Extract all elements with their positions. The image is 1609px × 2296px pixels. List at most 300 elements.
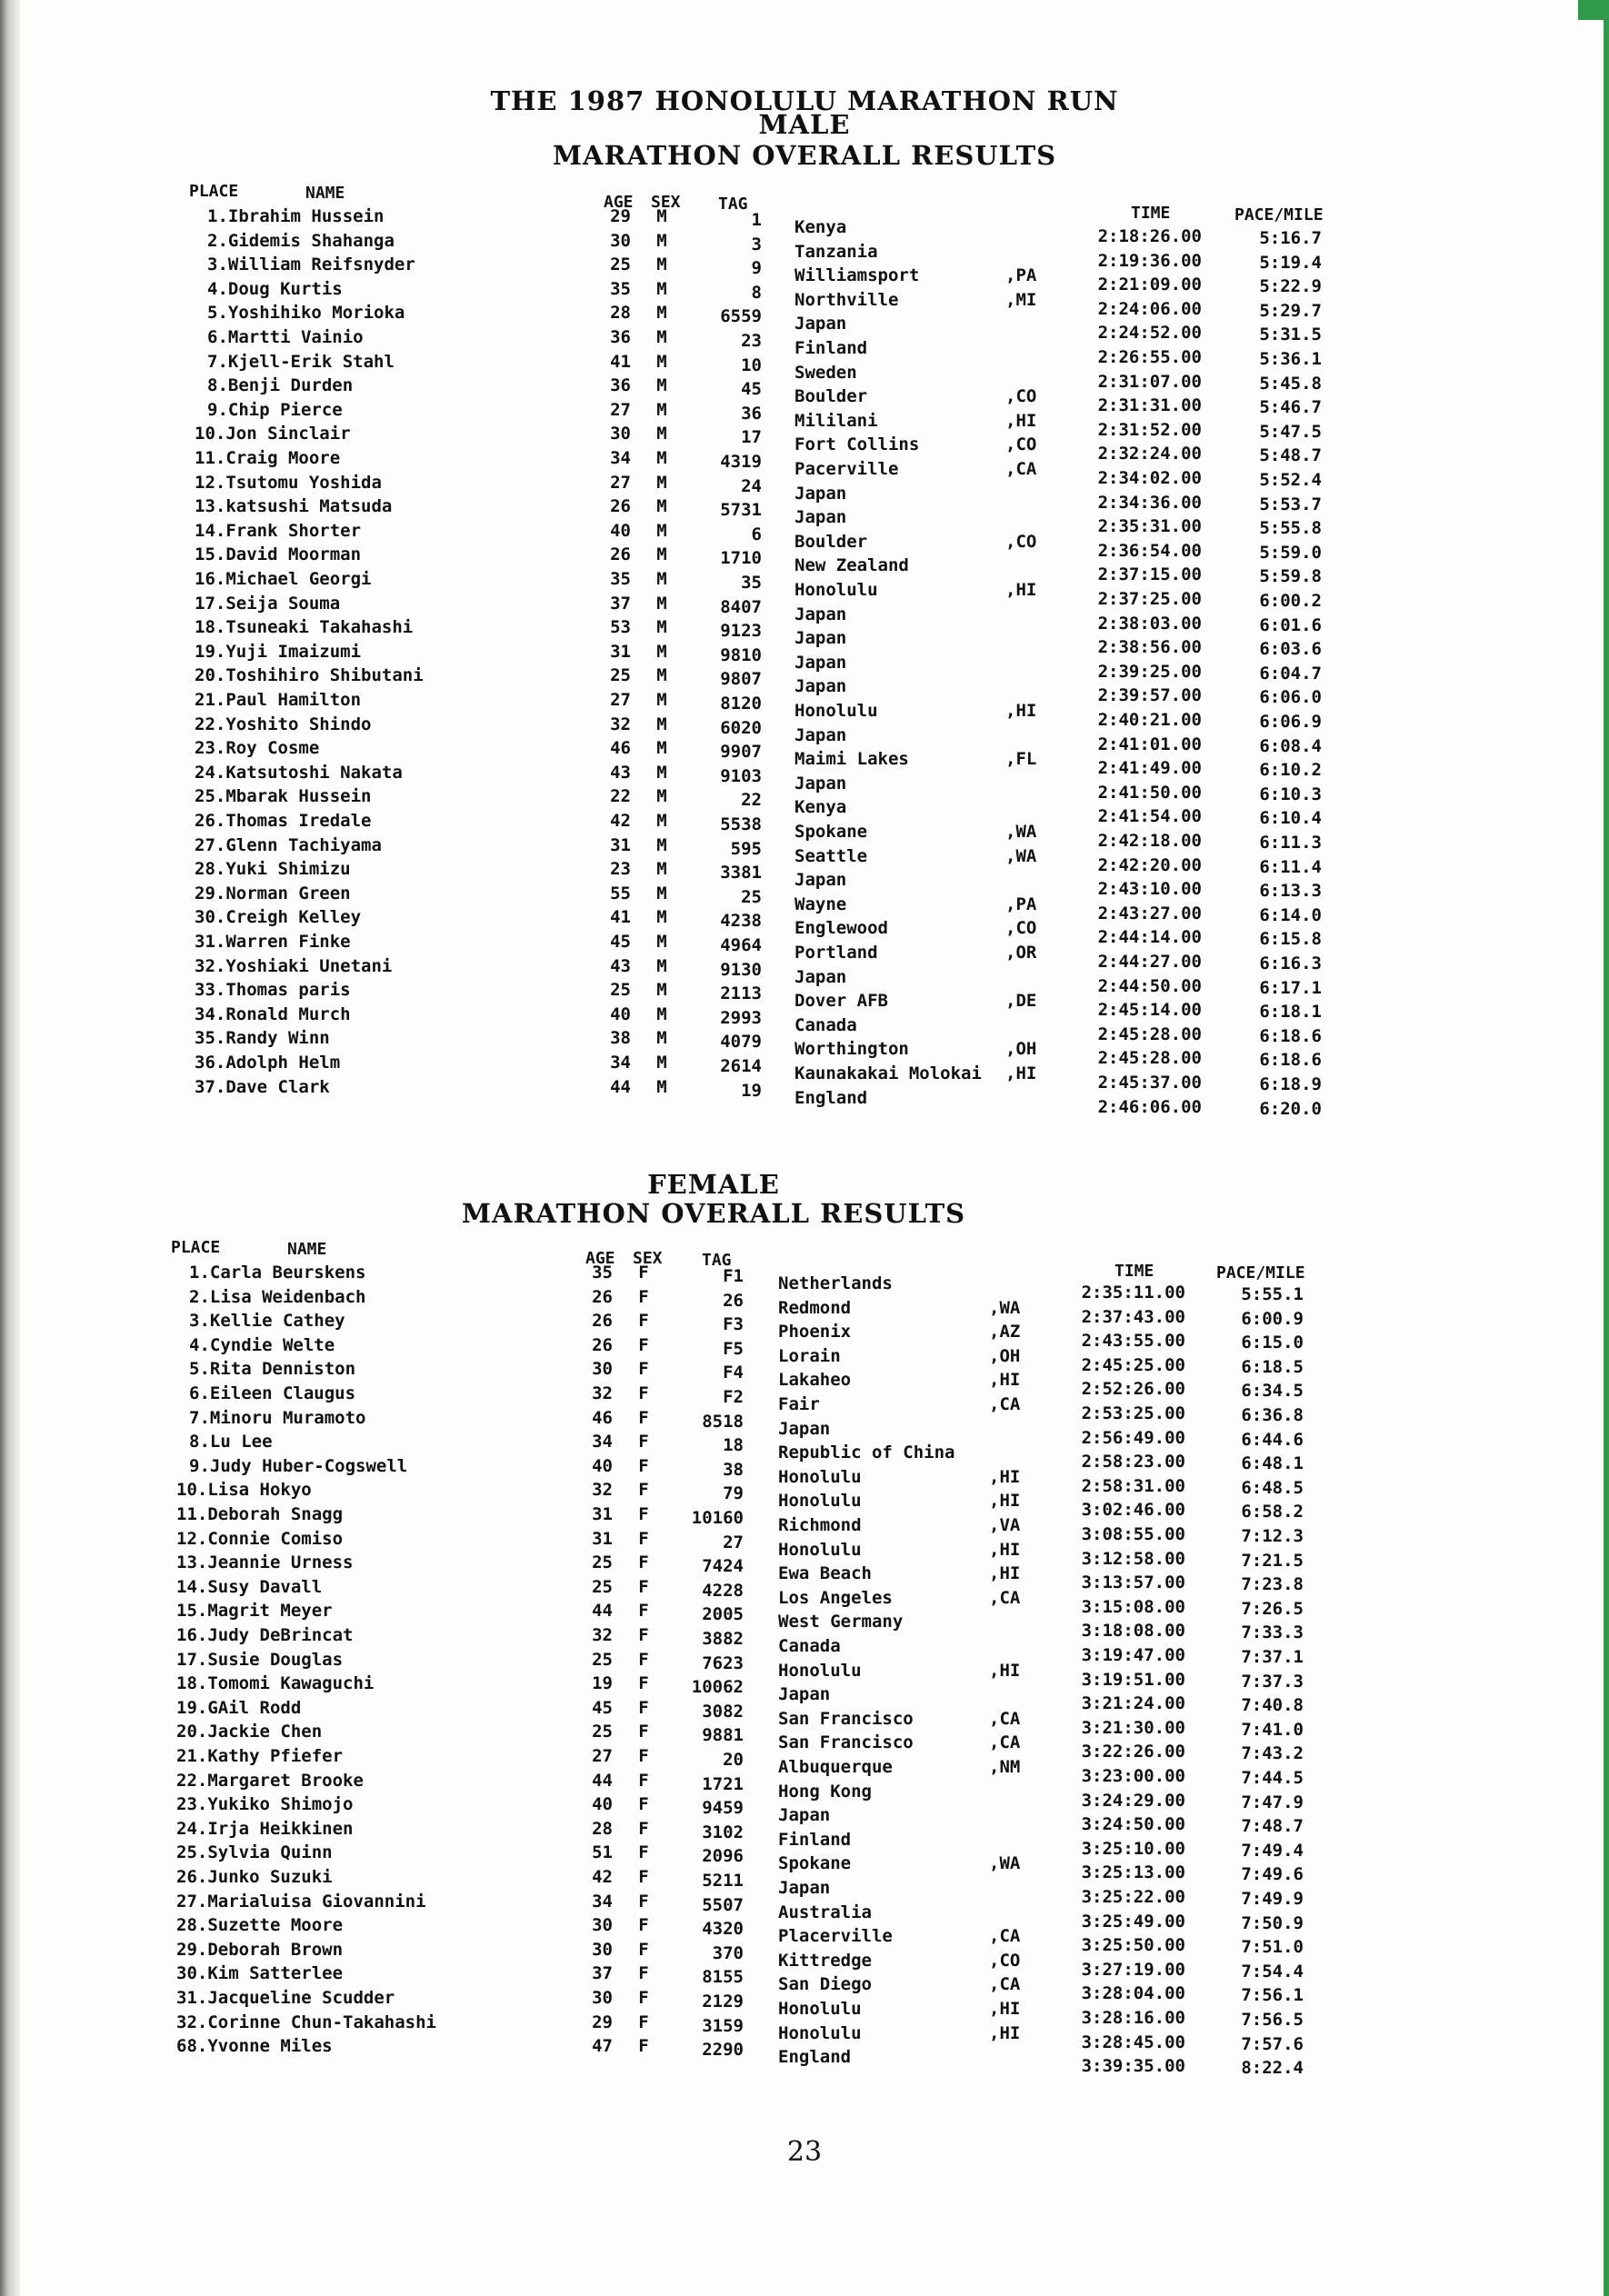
runner-sex: M: [656, 278, 667, 299]
runner-hometown: Canada: [778, 1636, 841, 1656]
runner-hometown: Ewa Beach: [778, 1563, 872, 1584]
runner-sex: F: [638, 1601, 649, 1622]
finish-time: 2:56:49.00: [1081, 1427, 1185, 1448]
pace-per-mile: 7:44.5: [1241, 1768, 1304, 1788]
runner-name: 1.Carla Beurskens: [189, 1263, 366, 1283]
runner-sex: M: [656, 641, 667, 662]
runner-hometown: Los Angeles: [778, 1587, 893, 1608]
finish-time: 2:44:50.00: [1097, 975, 1202, 996]
finish-time: 3:25:49.00: [1081, 1911, 1185, 1932]
finish-time: 2:26:55.00: [1097, 347, 1202, 367]
runner-tag: 19: [741, 1080, 762, 1101]
pace-per-mile: 5:29.7: [1259, 300, 1322, 321]
runner-tag: 6020: [720, 717, 762, 738]
pace-per-mile: 6:11.3: [1259, 833, 1322, 853]
male-sex-header: SEX: [651, 193, 681, 212]
runner-state: ,CO: [989, 1950, 1021, 1971]
runner-sex: F: [638, 1818, 649, 1839]
runner-age: 32: [592, 1480, 613, 1501]
runner-hometown: Netherlands: [778, 1273, 893, 1293]
runner-sex: M: [656, 932, 667, 952]
runner-state: ,HI: [989, 1466, 1021, 1487]
runner-tag: F2: [723, 1387, 744, 1407]
female-age-header: AGE: [585, 1249, 615, 1268]
runner-age: 40: [592, 1794, 613, 1815]
runner-sex: M: [656, 617, 667, 638]
runner-state: ,PA: [1005, 893, 1037, 914]
runner-age: 28: [592, 1818, 613, 1839]
runner-age: 44: [592, 1770, 613, 1791]
runner-sex: F: [638, 1988, 649, 2008]
finish-time: 2:42:18.00: [1097, 831, 1202, 851]
pace-per-mile: 7:23.8: [1241, 1574, 1304, 1595]
finish-time: 2:36:54.00: [1097, 540, 1202, 561]
runner-name: 25.Sylvia Quinn: [176, 1842, 333, 1863]
runner-tag: 79: [723, 1483, 744, 1504]
runner-hometown: Japan: [795, 483, 847, 504]
runner-sex: F: [638, 1649, 649, 1670]
runner-tag: 595: [730, 838, 762, 859]
finish-time: 2:41:50.00: [1097, 782, 1202, 803]
finish-time: 2:34:36.00: [1097, 492, 1202, 513]
pace-per-mile: 5:31.5: [1259, 324, 1322, 345]
runner-hometown: Mililani: [795, 410, 878, 431]
runner-tag: 9: [751, 258, 762, 279]
runner-state: ,CO: [1005, 386, 1037, 407]
pace-per-mile: 6:18.1: [1259, 1002, 1322, 1023]
runner-sex: F: [638, 1891, 649, 1912]
runner-tag: 9459: [702, 1798, 744, 1819]
runner-name: 22.Yoshito Shindo: [195, 714, 372, 734]
runner-state: ,CO: [1005, 531, 1037, 552]
runner-tag: 6: [751, 524, 762, 544]
finish-time: 2:58:31.00: [1081, 1475, 1185, 1496]
runner-hometown: New Zealand: [795, 555, 909, 576]
runner-name: 13.katsushi Matsuda: [195, 496, 393, 517]
finish-time: 2:31:52.00: [1097, 419, 1202, 440]
finish-time: 2:44:14.00: [1097, 927, 1202, 948]
runner-name: 3.William Reifsnyder: [207, 255, 415, 275]
runner-name: 28.Suzette Moore: [176, 1915, 344, 1936]
runner-sex: F: [638, 1334, 649, 1355]
finish-time: 2:19:36.00: [1097, 250, 1202, 271]
runner-sex: M: [656, 351, 667, 372]
runner-sex: F: [638, 1915, 649, 1936]
runner-name: 15.David Moorman: [195, 544, 362, 565]
runner-age: 44: [592, 1601, 613, 1622]
finish-time: 2:24:52.00: [1097, 323, 1202, 344]
runner-name: 30.Creigh Kelley: [195, 907, 362, 928]
runner-name: 20.Toshihiro Shibutani: [195, 665, 424, 686]
runner-age: 45: [592, 1697, 613, 1718]
runner-name: 7.Kjell-Erik Stahl: [207, 351, 395, 372]
pace-per-mile: 7:49.6: [1241, 1864, 1304, 1885]
runner-hometown: Honolulu: [778, 1999, 862, 2019]
runner-tag: 2113: [720, 983, 762, 1004]
pace-per-mile: 6:34.5: [1241, 1381, 1304, 1402]
runner-tag: 2005: [702, 1604, 744, 1625]
finish-time: 2:34:02.00: [1097, 468, 1202, 488]
runner-hometown: Kenya: [795, 217, 847, 237]
finish-time: 2:38:03.00: [1097, 613, 1202, 634]
runner-sex: F: [638, 2011, 649, 2032]
runner-name: 5.Rita Denniston: [189, 1359, 356, 1380]
runner-state: ,HI: [989, 1660, 1021, 1681]
runner-sex: M: [656, 859, 667, 880]
runner-age: 27: [592, 1746, 613, 1766]
runner-sex: F: [638, 1286, 649, 1307]
finish-time: 2:52:26.00: [1081, 1379, 1185, 1400]
runner-name: 19.GAil Rodd: [176, 1697, 302, 1718]
male-age-header: AGE: [604, 193, 634, 212]
runner-tag: 4319: [720, 452, 762, 472]
runner-state: ,OR: [1005, 943, 1037, 963]
runner-hometown: Japan: [795, 652, 847, 673]
pace-per-mile: 5:59.0: [1259, 542, 1322, 563]
runner-tag: 9130: [720, 959, 762, 980]
runner-hometown: Lakaheo: [778, 1370, 852, 1391]
runner-name: 32.Yoshiaki Unetani: [195, 955, 393, 976]
runner-age: 27: [610, 690, 631, 710]
finish-time: 2:39:57.00: [1097, 685, 1202, 706]
runner-name: 8.Benji Durden: [207, 375, 354, 396]
runner-sex: M: [656, 327, 667, 347]
runner-sex: M: [656, 472, 667, 493]
finish-time: 3:18:08.00: [1081, 1621, 1185, 1642]
pace-per-mile: 5:55.1: [1241, 1284, 1304, 1304]
runner-sex: F: [638, 1432, 649, 1452]
runner-age: 32: [592, 1625, 613, 1645]
runner-age: 53: [610, 617, 631, 638]
runner-name: 10.Lisa Hokyo: [176, 1480, 312, 1501]
runner-tag: 27: [723, 1532, 744, 1552]
runner-age: 29: [592, 2011, 613, 2032]
runner-tag: 9807: [720, 669, 762, 690]
runner-name: 18.Tomomi Kawaguchi: [176, 1673, 375, 1694]
female-sex-header: SEX: [633, 1249, 663, 1268]
runner-age: 31: [610, 641, 631, 662]
runner-name: 29.Norman Green: [195, 883, 351, 903]
runner-tag: F3: [723, 1314, 744, 1335]
finish-time: 2:32:24.00: [1097, 444, 1202, 464]
runner-name: 11.Deborah Snagg: [176, 1504, 344, 1524]
runner-age: 38: [610, 1028, 631, 1049]
runner-hometown: Australia: [778, 1902, 872, 1922]
runner-sex: M: [656, 255, 667, 275]
runner-state: ,CA: [989, 1708, 1021, 1729]
runner-tag: 4079: [720, 1032, 762, 1053]
runner-sex: F: [638, 1263, 649, 1283]
runner-tag: 1710: [720, 548, 762, 569]
runner-sex: M: [656, 738, 667, 759]
runner-tag: 18: [723, 1435, 744, 1456]
runner-name: 2.Gidemis Shahanga: [207, 230, 395, 251]
runner-sex: M: [656, 544, 667, 565]
pace-per-mile: 5:36.1: [1259, 349, 1322, 369]
finish-time: 3:21:30.00: [1081, 1717, 1185, 1738]
pace-per-mile: 6:58.2: [1241, 1502, 1304, 1522]
runner-hometown: Boulder: [795, 531, 868, 552]
runner-state: ,WA: [989, 1297, 1021, 1318]
runner-name: 37.Dave Clark: [195, 1076, 330, 1097]
runner-state: ,HI: [989, 2022, 1021, 2043]
finish-time: 2:45:28.00: [1097, 1023, 1202, 1044]
male-time-header: TIME: [1131, 204, 1171, 223]
runner-sex: F: [638, 1867, 649, 1887]
pace-per-mile: 5:45.8: [1259, 373, 1322, 394]
runner-name: 4.Cyndie Welte: [189, 1334, 335, 1355]
runner-tag: 4238: [720, 911, 762, 932]
pace-per-mile: 7:51.0: [1241, 1937, 1304, 1958]
runner-age: 22: [610, 786, 631, 807]
runner-state: ,HI: [989, 1563, 1021, 1584]
runner-name: 35.Randy Winn: [195, 1028, 330, 1049]
runner-age: 51: [592, 1842, 613, 1863]
finish-time: 3:24:29.00: [1081, 1790, 1185, 1811]
runner-age: 29: [610, 206, 631, 226]
pace-per-mile: 5:55.8: [1259, 518, 1322, 539]
runner-name: 24.Irja Heikkinen: [176, 1818, 354, 1839]
runner-tag: 4320: [702, 1919, 744, 1940]
pace-per-mile: 6:13.3: [1259, 881, 1322, 902]
runner-name: 36.Adolph Helm: [195, 1053, 341, 1073]
runner-name: 14.Susy Davall: [176, 1576, 323, 1597]
pace-per-mile: 6:17.1: [1259, 977, 1322, 998]
pace-per-mile: 6:18.5: [1241, 1356, 1304, 1377]
finish-time: 2:39:25.00: [1097, 661, 1202, 682]
runner-tag: 38: [723, 1459, 744, 1480]
runner-sex: F: [638, 2036, 649, 2057]
runner-name: 22.Margaret Brooke: [176, 1770, 364, 1791]
runner-state: ,WA: [1005, 822, 1037, 842]
finish-time: 2:42:20.00: [1097, 854, 1202, 875]
pace-per-mile: 7:50.9: [1241, 1912, 1304, 1933]
runner-tag: F4: [723, 1363, 744, 1383]
runner-hometown: Honolulu: [778, 1466, 862, 1487]
runner-hometown: Placerville: [778, 1926, 893, 1947]
runner-hometown: Northville: [795, 289, 899, 310]
document-title: THE 1987 HONOLULU MARATHON RUN: [490, 85, 1119, 116]
female-pace-header: PACE/MILE: [1216, 1263, 1305, 1283]
runner-hometown: Japan: [795, 773, 847, 794]
runner-tag: 3102: [702, 1822, 744, 1842]
runner-age: 26: [592, 1311, 613, 1332]
runner-sex: F: [638, 1963, 649, 1984]
runner-name: 29.Deborah Brown: [176, 1939, 344, 1960]
runner-name: 16.Michael Georgi: [195, 569, 372, 589]
male-results-heading: MARATHON OVERALL RESULTS: [552, 140, 1057, 171]
finish-time: 3:08:55.00: [1081, 1524, 1185, 1544]
runner-state: ,OH: [989, 1345, 1021, 1366]
runner-sex: M: [656, 206, 667, 226]
runner-sex: M: [656, 714, 667, 734]
runner-age: 25: [592, 1722, 613, 1742]
runner-hometown: England: [778, 2047, 852, 2068]
runner-sex: F: [638, 1552, 649, 1573]
runner-sex: F: [638, 1722, 649, 1742]
pace-per-mile: 6:18.9: [1259, 1074, 1322, 1094]
pace-per-mile: 5:16.7: [1259, 228, 1322, 248]
runner-name: 17.Susie Douglas: [176, 1649, 344, 1670]
runner-state: ,MI: [1005, 289, 1037, 310]
runner-tag: 1: [751, 210, 762, 230]
male-place-header: PLACE: [189, 182, 239, 201]
runner-sex: M: [656, 883, 667, 903]
runner-tag: 370: [712, 1942, 744, 1963]
finish-time: 3:15:08.00: [1081, 1596, 1185, 1617]
runner-sex: M: [656, 230, 667, 251]
runner-state: ,VA: [989, 1515, 1021, 1535]
runner-tag: 24: [741, 475, 762, 496]
runner-state: ,WA: [1005, 845, 1037, 866]
runner-name: 16.Judy DeBrincat: [176, 1625, 354, 1645]
runner-hometown: Seattle: [795, 845, 868, 866]
runner-name: 8.Lu Lee: [189, 1432, 273, 1452]
finish-time: 3:39:35.00: [1081, 2056, 1185, 2077]
finish-time: 2:45:37.00: [1097, 1073, 1202, 1093]
runner-name: 68.Yvonne Miles: [176, 2036, 333, 2057]
finish-time: 2:35:31.00: [1097, 516, 1202, 537]
runner-age: 30: [592, 1988, 613, 2008]
runner-state: ,HI: [989, 1999, 1021, 2019]
runner-hometown: Japan: [795, 966, 847, 987]
pace-per-mile: 7:37.1: [1241, 1647, 1304, 1667]
runner-name: 31.Jacqueline Scudder: [176, 1988, 395, 2008]
finish-time: 3:02:46.00: [1081, 1500, 1185, 1521]
runner-tag: 3882: [702, 1629, 744, 1649]
pace-per-mile: 5:47.5: [1259, 421, 1322, 442]
runner-sex: M: [656, 424, 667, 444]
runner-age: 45: [610, 932, 631, 952]
pace-per-mile: 6:20.0: [1259, 1098, 1322, 1119]
pace-per-mile: 6:11.4: [1259, 856, 1322, 877]
pace-per-mile: 5:53.7: [1259, 494, 1322, 514]
runner-age: 40: [592, 1455, 613, 1476]
runner-tag: F1: [723, 1266, 744, 1286]
runner-hometown: Englewood: [795, 918, 888, 939]
runner-hometown: Maimi Lakes: [795, 749, 909, 770]
pace-per-mile: 6:44.6: [1241, 1429, 1304, 1450]
finish-time: 3:25:22.00: [1081, 1887, 1185, 1907]
finish-time: 2:45:14.00: [1097, 1000, 1202, 1021]
runner-hometown: Honolulu: [778, 1539, 862, 1560]
runner-age: 40: [610, 520, 631, 541]
pace-per-mile: 7:26.5: [1241, 1598, 1304, 1619]
runner-name: 17.Seija Souma: [195, 593, 341, 614]
pace-per-mile: 7:21.5: [1241, 1550, 1304, 1571]
runner-name: 26.Junko Suzuki: [176, 1867, 333, 1887]
runner-hometown: Lorain: [778, 1345, 841, 1366]
runner-name: 15.Magrit Meyer: [176, 1601, 333, 1622]
runner-age: 25: [592, 1576, 613, 1597]
male-heading: MALE: [758, 109, 851, 140]
runner-state: ,OH: [1005, 1039, 1037, 1060]
runner-state: ,FL: [1005, 749, 1037, 770]
runner-hometown: England: [795, 1087, 868, 1108]
runner-tag: F5: [723, 1338, 744, 1359]
runner-name: 1.Ibrahim Hussein: [207, 206, 385, 226]
pace-per-mile: 5:19.4: [1259, 252, 1322, 273]
runner-age: 40: [610, 1003, 631, 1024]
result-row: [0, 1076, 1609, 1119]
runner-name: 4.Doug Kurtis: [207, 278, 343, 299]
runner-tag: 3159: [702, 2015, 744, 2036]
pace-per-mile: 7:33.3: [1241, 1622, 1304, 1643]
pace-per-mile: 6:10.4: [1259, 808, 1322, 829]
runner-hometown: Redmond: [778, 1297, 852, 1318]
result-row: [0, 2035, 1609, 2079]
pace-per-mile: 7:49.4: [1241, 1840, 1304, 1861]
runner-sex: M: [656, 303, 667, 324]
runner-hometown: Boulder: [795, 386, 868, 407]
runner-sex: M: [656, 496, 667, 517]
runner-age: 46: [610, 738, 631, 759]
pace-per-mile: 7:12.3: [1241, 1526, 1304, 1546]
runner-name: 19.Yuji Imaizumi: [195, 641, 362, 662]
runner-age: 25: [610, 665, 631, 686]
runner-hometown: Kittredge: [778, 1950, 872, 1971]
runner-age: 30: [592, 1359, 613, 1380]
runner-name: 28.Yuki Shimizu: [195, 859, 351, 880]
runner-sex: M: [656, 762, 667, 783]
finish-time: 2:37:43.00: [1081, 1306, 1185, 1327]
runner-name: 20.Jackie Chen: [176, 1722, 323, 1742]
runner-name: 7.Minoru Muramoto: [189, 1407, 366, 1428]
runner-age: 35: [610, 278, 631, 299]
runner-age: 25: [592, 1552, 613, 1573]
finish-time: 2:46:06.00: [1097, 1096, 1202, 1117]
runner-sex: F: [638, 1939, 649, 1960]
runner-hometown: Albuquerque: [778, 1757, 893, 1777]
runner-state: ,HI: [1005, 580, 1037, 600]
finish-time: 3:21:24.00: [1081, 1693, 1185, 1714]
runner-hometown: Finland: [778, 1829, 852, 1850]
runner-sex: F: [638, 1383, 649, 1403]
runner-age: 26: [592, 1286, 613, 1307]
finish-time: 3:23:00.00: [1081, 1766, 1185, 1786]
finish-time: 2:41:01.00: [1097, 734, 1202, 754]
runner-hometown: Dover AFB: [795, 991, 888, 1012]
runner-sex: F: [638, 1359, 649, 1380]
runner-hometown: Japan: [795, 724, 847, 745]
runner-hometown: West Germany: [778, 1612, 904, 1632]
runner-sex: F: [638, 1794, 649, 1815]
runner-age: 31: [610, 834, 631, 855]
finish-time: 2:45:25.00: [1081, 1354, 1185, 1375]
runner-age: 27: [610, 399, 631, 420]
runner-age: 30: [610, 424, 631, 444]
runner-tag: 10160: [691, 1508, 744, 1528]
runner-sex: M: [656, 1053, 667, 1073]
runner-tag: 45: [741, 379, 762, 400]
runner-name: 21.Kathy Pfiefer: [176, 1746, 344, 1766]
runner-tag: 8407: [720, 596, 762, 617]
pace-per-mile: 6:08.4: [1259, 735, 1322, 756]
runner-age: 36: [610, 375, 631, 396]
runner-name: 31.Warren Finke: [195, 932, 351, 952]
pace-per-mile: 7:48.7: [1241, 1816, 1304, 1837]
runner-age: 30: [610, 230, 631, 251]
runner-sex: M: [656, 593, 667, 614]
finish-time: 2:41:54.00: [1097, 806, 1202, 827]
runner-hometown: Republic of China: [778, 1442, 955, 1463]
runner-name: 3.Kellie Cathey: [189, 1311, 345, 1332]
runner-hometown: Japan: [778, 1805, 831, 1826]
runner-hometown: Japan: [778, 1418, 831, 1439]
runner-sex: M: [656, 375, 667, 396]
runner-sex: F: [638, 1625, 649, 1645]
runner-sex: F: [638, 1480, 649, 1501]
